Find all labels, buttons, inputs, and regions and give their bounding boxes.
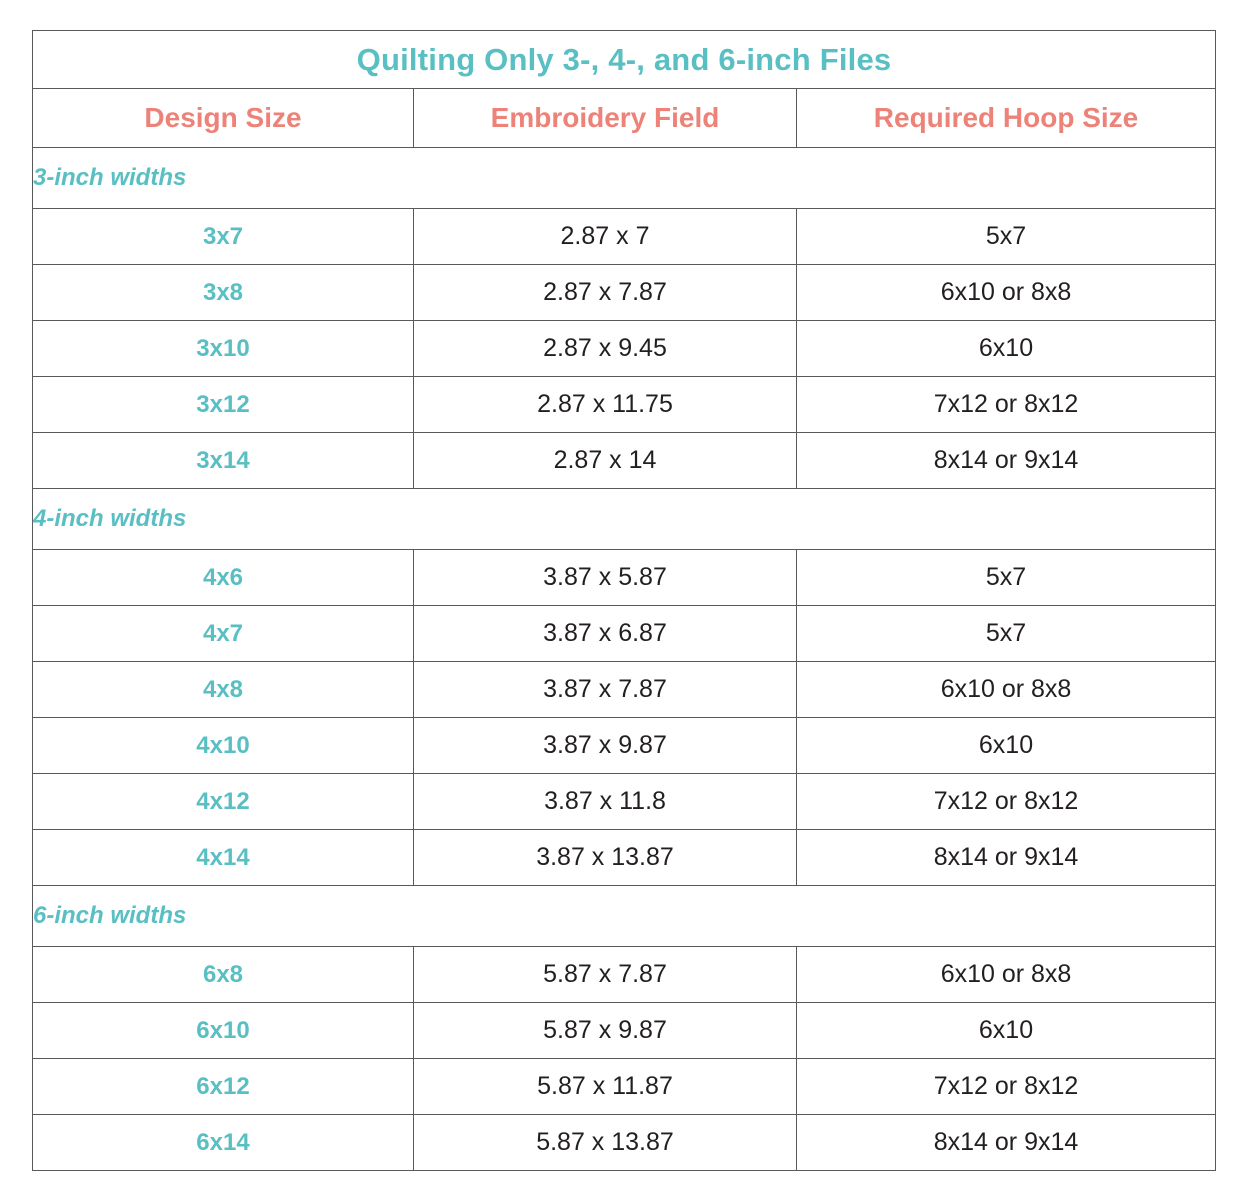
cell-design-size: 4x6 [33,550,414,606]
cell-required-hoop-size: 6x10 [797,321,1216,377]
cell-embroidery-field: 3.87 x 9.87 [414,718,797,774]
column-header-required-hoop-size: Required Hoop Size [797,89,1216,148]
cell-required-hoop-size: 6x10 or 8x8 [797,265,1216,321]
cell-required-hoop-size: 8x14 or 9x14 [797,830,1216,886]
cell-required-hoop-size: 7x12 or 8x12 [797,1059,1216,1115]
hoop-size-table [32,30,1216,1171]
table-row [33,550,1216,606]
group-header-row [33,148,1216,209]
column-header-design-size: Design Size [33,89,414,148]
cell-required-hoop-size: 6x10 or 8x8 [797,947,1216,1003]
cell-required-hoop-size: 8x14 or 9x14 [797,433,1216,489]
cell-design-size: 3x12 [33,377,414,433]
cell-required-hoop-size: 8x14 or 9x14 [797,1115,1216,1171]
table-row [33,265,1216,321]
cell-required-hoop-size: 5x7 [797,606,1216,662]
cell-embroidery-field: 2.87 x 7.87 [414,265,797,321]
cell-embroidery-field: 5.87 x 9.87 [414,1003,797,1059]
table-row [33,209,1216,265]
cell-embroidery-field: 3.87 x 13.87 [414,830,797,886]
table-row [33,433,1216,489]
table-row [33,1115,1216,1171]
cell-design-size: 4x14 [33,830,414,886]
cell-embroidery-field: 2.87 x 11.75 [414,377,797,433]
cell-embroidery-field: 5.87 x 11.87 [414,1059,797,1115]
table-row [33,606,1216,662]
table-row [33,321,1216,377]
table-row [33,718,1216,774]
group-label-3-inch: 3-inch widths [33,148,1216,209]
column-header-embroidery-field: Embroidery Field [414,89,797,148]
cell-design-size: 6x14 [33,1115,414,1171]
cell-embroidery-field: 2.87 x 7 [414,209,797,265]
title-row [33,31,1216,89]
cell-design-size: 4x7 [33,606,414,662]
cell-embroidery-field: 3.87 x 11.8 [414,774,797,830]
cell-embroidery-field: 3.87 x 6.87 [414,606,797,662]
group-header-row [33,489,1216,550]
cell-embroidery-field: 2.87 x 14 [414,433,797,489]
group-header-row [33,886,1216,947]
cell-design-size: 4x12 [33,774,414,830]
cell-required-hoop-size: 5x7 [797,550,1216,606]
table-row [33,1003,1216,1059]
cell-design-size: 3x14 [33,433,414,489]
table-row [33,774,1216,830]
group-label-4-inch: 4-inch widths [33,489,1216,550]
cell-embroidery-field: 3.87 x 5.87 [414,550,797,606]
table-row [33,947,1216,1003]
cell-design-size: 4x10 [33,718,414,774]
group-label-6-inch: 6-inch widths [33,886,1216,947]
cell-design-size: 3x8 [33,265,414,321]
cell-design-size: 6x12 [33,1059,414,1115]
cell-required-hoop-size: 7x12 or 8x12 [797,377,1216,433]
cell-embroidery-field: 5.87 x 13.87 [414,1115,797,1171]
cell-required-hoop-size: 7x12 or 8x12 [797,774,1216,830]
cell-required-hoop-size: 6x10 or 8x8 [797,662,1216,718]
cell-design-size: 3x7 [33,209,414,265]
cell-embroidery-field: 2.87 x 9.45 [414,321,797,377]
cell-design-size: 3x10 [33,321,414,377]
table-row [33,1059,1216,1115]
cell-required-hoop-size: 5x7 [797,209,1216,265]
header-row [33,89,1216,148]
table-row [33,830,1216,886]
cell-embroidery-field: 3.87 x 7.87 [414,662,797,718]
table-body [33,31,1216,1171]
cell-design-size: 6x10 [33,1003,414,1059]
table-row [33,662,1216,718]
cell-design-size: 4x8 [33,662,414,718]
cell-embroidery-field: 5.87 x 7.87 [414,947,797,1003]
cell-design-size: 6x8 [33,947,414,1003]
cell-required-hoop-size: 6x10 [797,718,1216,774]
table-row [33,377,1216,433]
cell-required-hoop-size: 6x10 [797,1003,1216,1059]
page-title: Quilting Only 3-, 4-, and 6-inch Files [33,31,1216,89]
